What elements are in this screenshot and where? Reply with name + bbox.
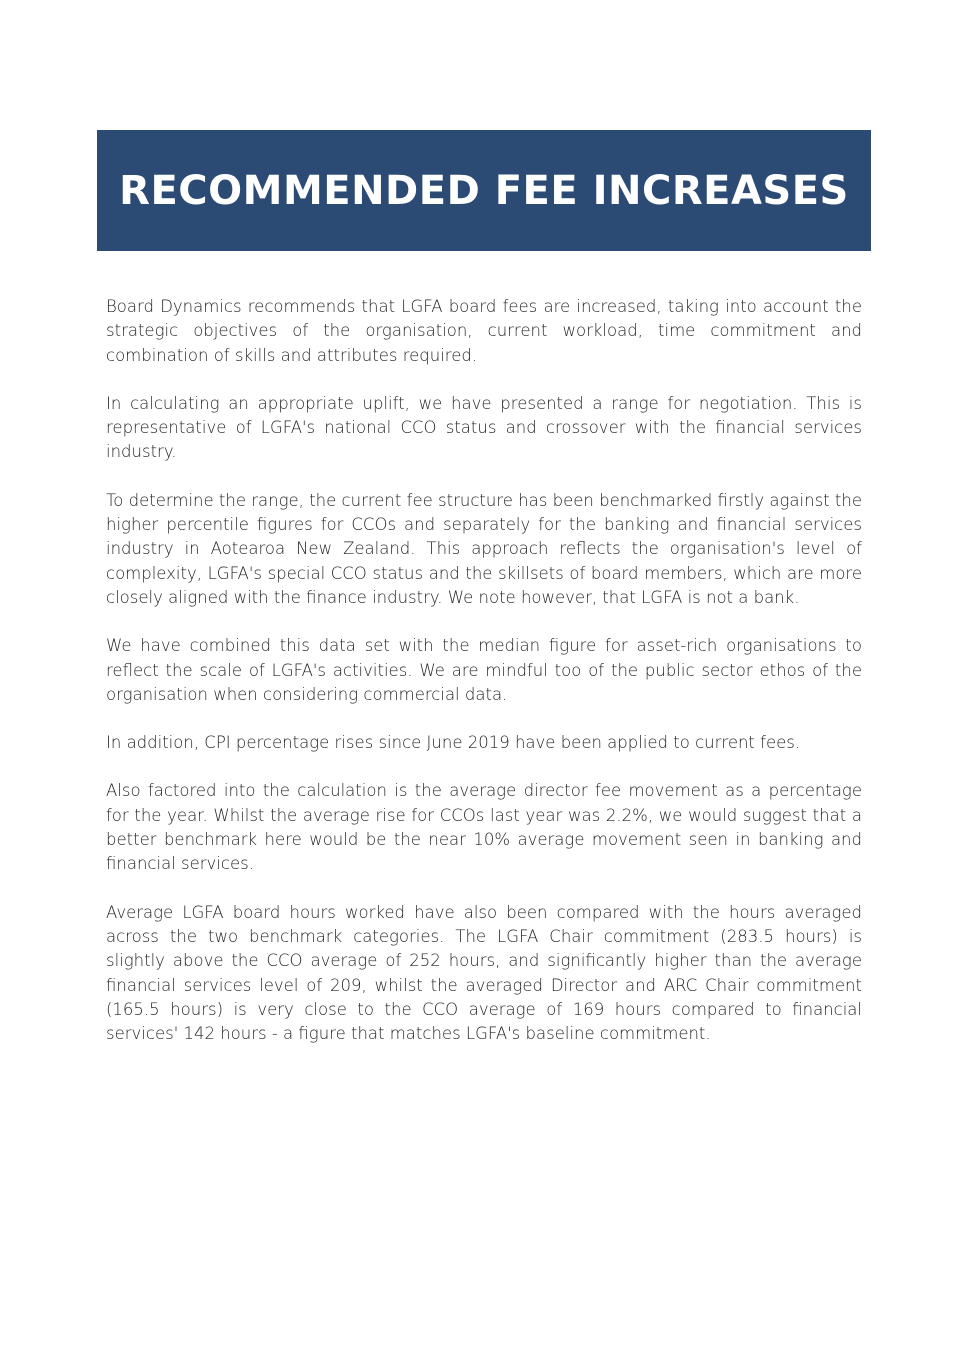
title-banner xyxy=(97,130,871,251)
paragraph-board-hours: Average LGFA board hours worked have also been compared with the hours averaged across the two benchmark categories. The LGFA Chair commitment (283.5 hours) is slightly above the CCO average of 252 hours, and significantly higher than the average financial services level of 209, whilst the averaged Director and ARC Chair commitment (165.5 hours) is very close to the CCO average of 169 hours compared to financial services' 142 hours - a figure that matches LGFA's baseline commitment. xyxy=(106,902,862,1044)
page-title: RECOMMENDED FEE INCREASES xyxy=(119,167,849,214)
paragraph-fee-movement: Also factored into the calculation is the average director fee movement as a percentage for the year. Whilst the average rise for CCOs last year was 2.2%, we would suggest that a better benchmark here would be the near 10% average movement seen in banking and financial services. xyxy=(106,781,862,874)
body-text xyxy=(106,295,862,1070)
paragraph-range-negotiation: In calculating an appropriate uplift, we have presented a range for negotiation. This is representative of LGFA's national CCO status and crossover with the financial services industry. xyxy=(106,393,862,462)
paragraph-benchmark-method: To determine the range, the current fee structure has been benchmarked firstly against the higher percentile figures for CCOs and separately for the banking and financial services industry in Aotearoa New Zealand. This approach reflects the organisation's level of complexity, LGFA's special CCO status and the skillsets of board members, which are more closely aligned with the finance industry. We note however, that LGFA is not a bank. xyxy=(106,490,862,607)
paragraph-cpi: In addition, CPI percentage rises since June 2019 have been applied to current fees. xyxy=(106,733,801,753)
paragraph-recommendation: Board Dynamics recommends that LGFA board fees are increased, taking into account the strategic objectives of the organisation, current workload, time commitment and combination of skills and attributes required. xyxy=(106,297,862,365)
paragraph-asset-rich-median: We have combined this data set with the median figure for asset-rich organisations to reflect the scale of LGFA's activities. We are mindful too of the public sector ethos of the organisation when considering commercial data. xyxy=(106,636,862,704)
